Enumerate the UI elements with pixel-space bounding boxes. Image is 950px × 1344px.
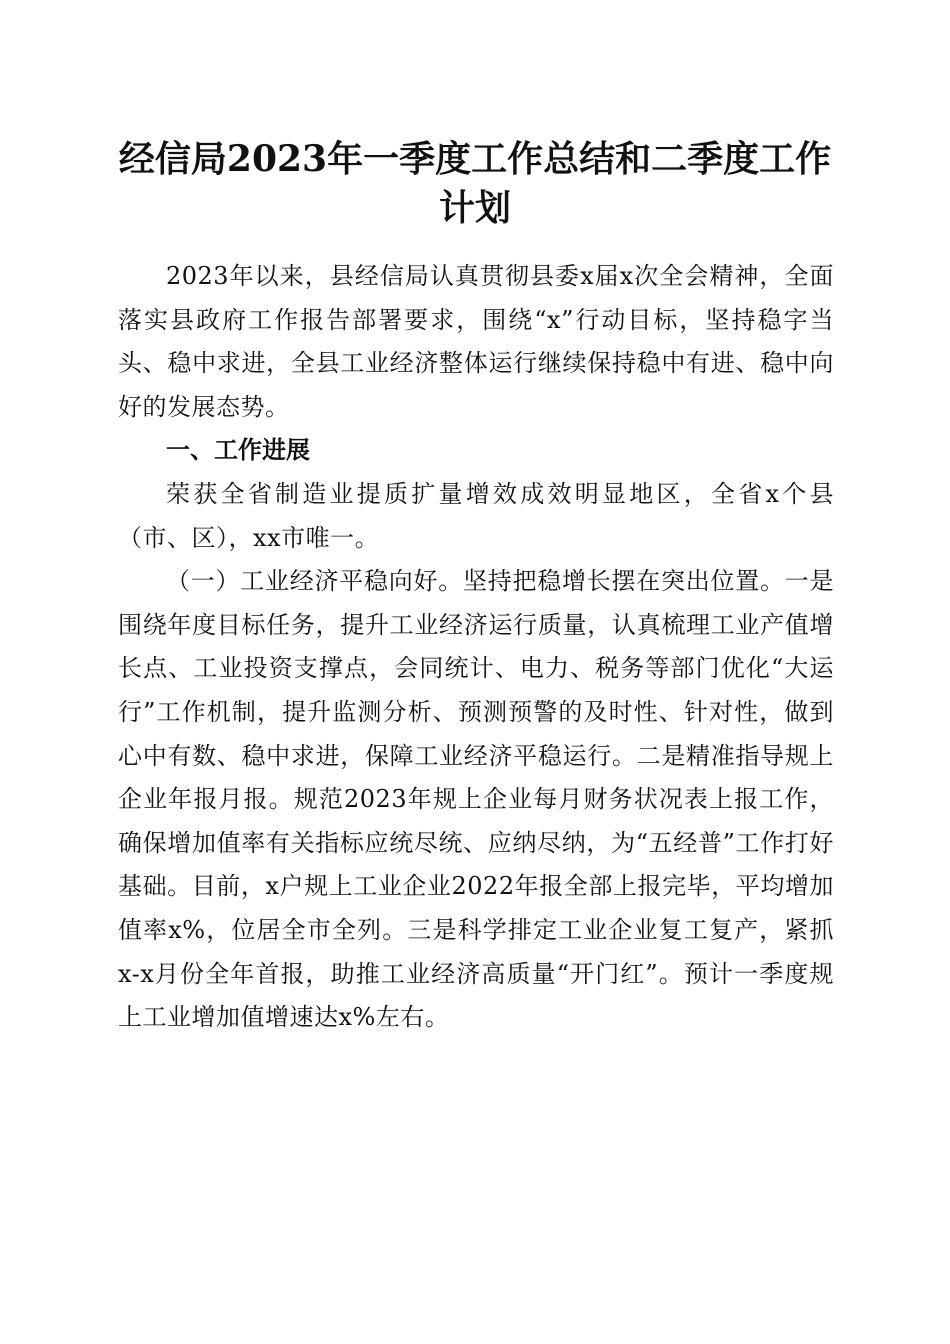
intro-paragraph: 2023年以来，县经信局认真贯彻县委x届x次全会精神，全面落实县政府工作报告部署要求，围绕“x”行动目标，坚持稳字当头、稳中求进，全县工业经济整体运行继续保持稳中有进、稳中向好的发展态势。	[118, 262, 834, 421]
subsection-industrial-economy	[118, 560, 834, 1040]
section-heading-progress: 一、工作进展	[166, 436, 310, 465]
subsection-text: 坚持把稳增长摆在突出位置。一是围绕年度目标任务，提升工业经济运行质量，认真梳理工业产值增长点、工业投资支撑点，会同统计、电力、税务等部门优化“大运行”工作机制，提升监测分析、预测预警的及时性、针对性，做到心中有数、稳中求进，保障工业经济平稳运行。二是精准指导规上企业年报月报。规范2023年规上企业每月财务状况表上报工作，确保增加值率有关指标应统尽统、应纳尽纳，为“五经普”工作打好基础。目前，x户规上工业企业2022年报全部上报完毕，平均增加值率x%，位居全市全列。三是科学排定工业企业复工复产，紧抓x-x月份全年首报，助推工业经济高质量“开门红”。预计一季度规上工业增加值增速达x%左右。	[118, 567, 834, 1032]
honor-paragraph: 荣获全省制造业提质扩量增效成效明显地区，全省x个县（市、区），xx市唯一。	[118, 479, 834, 552]
subsection-lead: （一）工业经济平稳向好。	[166, 567, 463, 596]
title-line-2: 计划	[438, 187, 511, 229]
document-title	[100, 135, 850, 233]
document-body	[118, 255, 834, 1040]
title-line-1: 经信局2023年一季度工作总结和二季度工作	[118, 138, 832, 180]
